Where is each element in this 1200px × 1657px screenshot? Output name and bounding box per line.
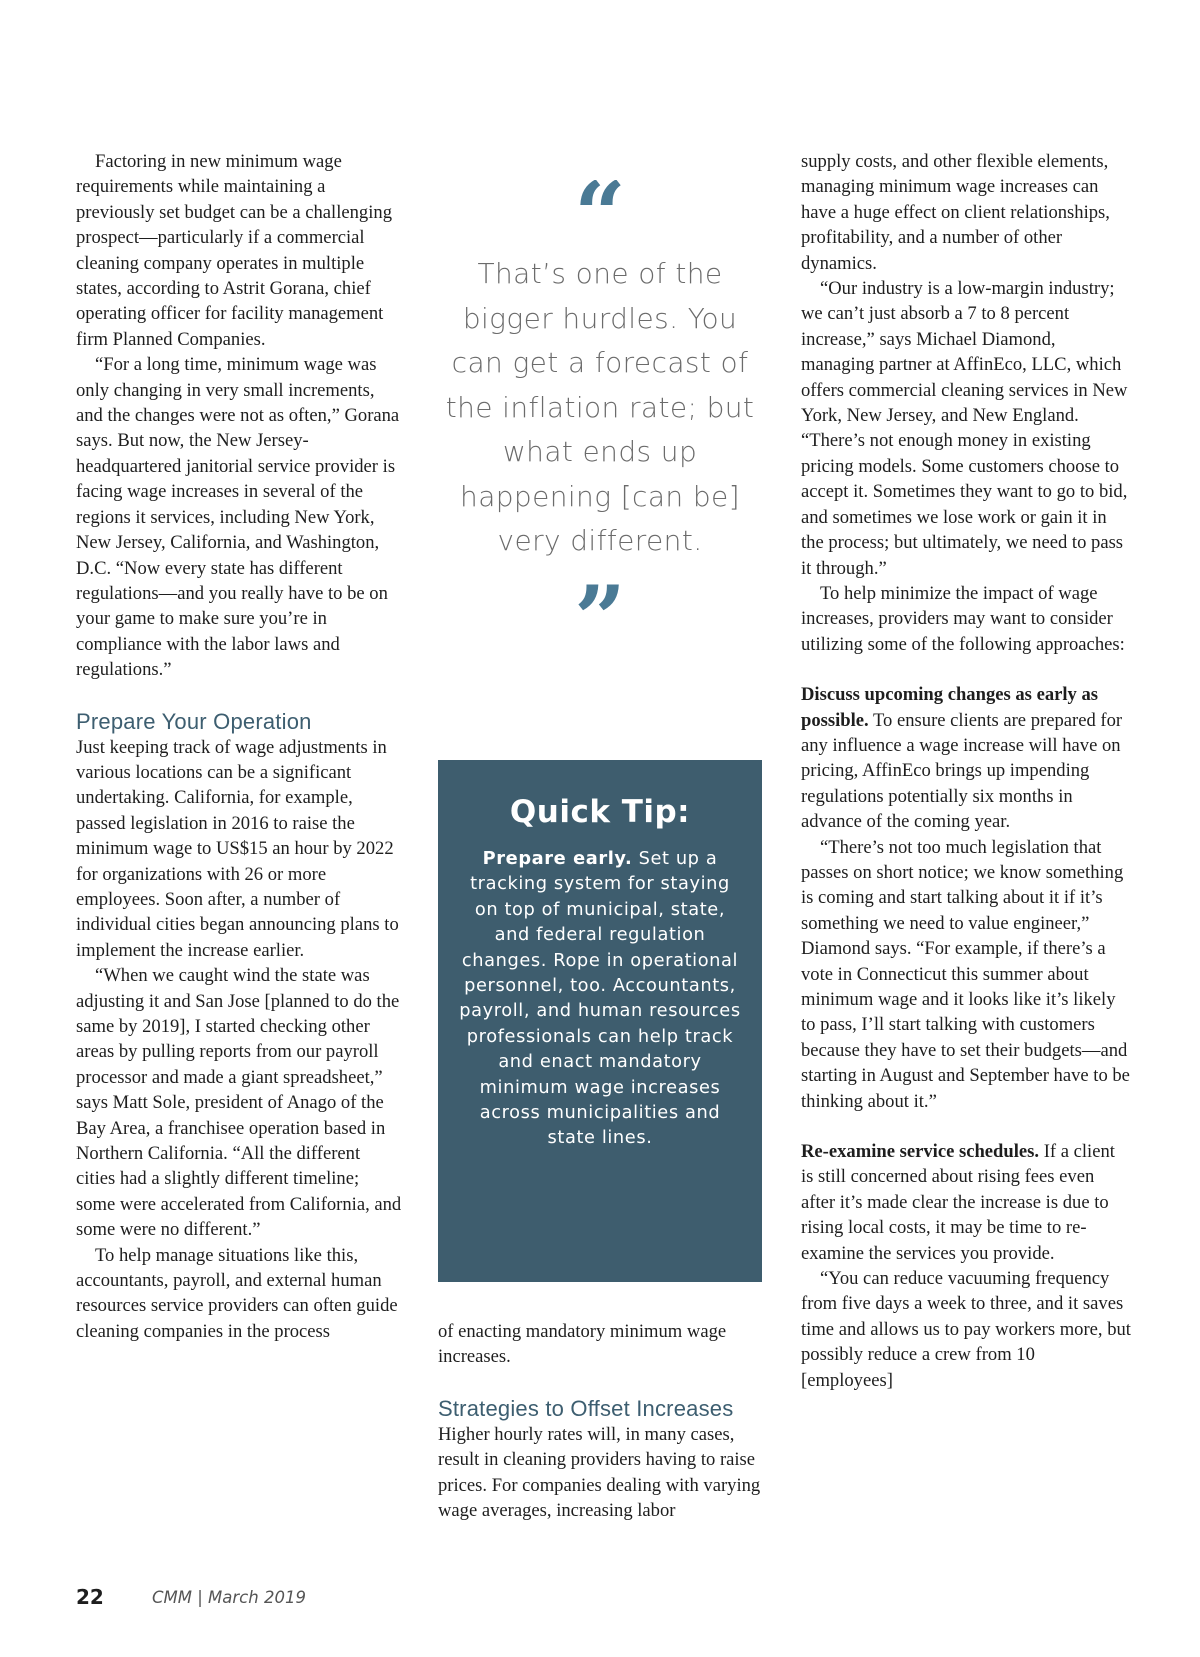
article-column-middle [438, 1319, 768, 1523]
pull-quote-text: That’s one of the bigger hurdles. You can get a forecast of the inflation rate; but what ends up happening [can be] very different. [445, 257, 755, 557]
approach-paragraph [801, 682, 1131, 834]
body-paragraph: of enacting mandatory minimum wage increases. [438, 1321, 727, 1368]
article-column-right [801, 149, 1131, 1393]
body-paragraph: “There’s not too much legislation that passes on short notice; we know something is coming and start talking about it if it’s something we need to value engineer,” Diamond says. “For example, if there’s a vote in Connecticut this summer about minimum wage and it looks like it’s likely to pass, I’ll start talking with customers because they have to set their budgets—and starting in August and September have to be thinking about it.” [801, 836, 1130, 1112]
publication-info: CMM | March 2019 [152, 1588, 306, 1607]
section-heading-strategies: Strategies to Offset Increases [438, 1395, 734, 1421]
quick-tip-text: Set up a tracking system for staying on top of municipal, state, and federal regulation changes. Rope in operational personnel, too. Accountants, payroll, and human resources professionals can help track and enact mandatory minimum wage increases across municipalities and state lines. [459, 848, 741, 1149]
body-paragraph: To help manage situations like this, accountants, payroll, and external human resources service providers can often guide cleaning companies in the process [76, 1244, 398, 1342]
quick-tip-box [438, 760, 762, 1282]
open-quote-icon: “ [574, 180, 626, 240]
body-paragraph: “You can reduce vacuuming frequency from five days a week to three, and it saves time and allows us to pay workers more, but possibly reduce a crew from 10 [employees] [801, 1268, 1131, 1391]
body-paragraph: “For a long time, minimum wage was only changing in very small increments, and the changes were not as often,” Gorana says. But now, the New Jersey-headquartered janitorial service provider is facing wage increases in several of the regions it services, including New York, New Jersey, California, and Washington, D.C. “Now every state has different regulations—and you really have to be on your game to make sure you’re in compliance with the labor laws and regulations.” [76, 354, 400, 681]
body-paragraph: Factoring in new minimum wage requirements while maintaining a previously set budget can be a challenging prospect—particularly if a commercial cleaning company operates in multiple states, according to Astrit Gorana, chief operating officer for facility management firm Planned Companies. [76, 151, 392, 350]
quick-tip-body [458, 846, 742, 1151]
approach-lead: Re-examine service schedules. [801, 1141, 1040, 1163]
pull-quote [438, 180, 762, 644]
body-paragraph: supply costs, and other flexible elements, managing minimum wage increases can have a huge effect on client relationships, profitability, and a number of other dynamics. [801, 151, 1110, 274]
body-paragraph: Higher hourly rates will, in many cases, result in cleaning providers having to raise prices. For companies dealing with varying wage averages, increasing labor [438, 1423, 761, 1522]
section-heading-prepare: Prepare Your Operation [76, 708, 312, 734]
body-paragraph: To help minimize the impact of wage increases, providers may want to consider utilizing some of the following approaches: [801, 582, 1125, 655]
approach-text: To ensure clients are prepared for any influence a wage increase will have on pricing, AffinEco brings up impending regulations potentially six months in advance of the coming year. [801, 709, 1123, 833]
quick-tip-lead: Prepare early. [482, 848, 633, 869]
approach-text: If a client is still concerned about rising fees even after it’s made clear the increase is due to rising local costs, it may be time to re-examine the services you provide. [801, 1141, 1115, 1264]
approach-paragraph [801, 1139, 1131, 1266]
body-paragraph: “When we caught wind the state was adjusting it and San Jose [planned to do the same by 2019], I started checking other areas by pulling reports from our payroll processor and made a giant spreadsheet,” says Matt Sole, president of Anago of the Bay Area, a franchisee operation based in Northern California. “All the different cities had a slightly different timeline; some were accelerated from California, and some were no different.” [76, 965, 402, 1241]
close-quote-icon: ” [574, 583, 626, 644]
page-number: 22 [76, 1585, 104, 1609]
body-paragraph: “Our industry is a low-margin industry; we can’t just absorb a 7 to 8 percent increase,” says Michael Diamond, managing partner at AffinEco, LLC, which offers commercial cleaning services in New York, New Jersey, and New England. “There’s not enough money in existing pricing models. Some customers choose to accept it. Sometimes they want to go to bid, and sometimes we lose work or gain it in the process; but ultimately, we need to pass it through.” [801, 278, 1128, 579]
quick-tip-title: Quick Tip: [509, 794, 691, 830]
approach-lead: Discuss upcoming changes as early as possible. [801, 684, 1099, 731]
body-paragraph: Just keeping track of wage adjustments in various locations can be a significant undertaking. California, for example, passed legislation in 2016 to raise the minimum wage to US$15 an hour by 2022 for organizations with 26 or more employees. Soon after, a number of individual cities began announcing plans to implement the increase earlier. [76, 736, 399, 961]
article-column-left [76, 149, 402, 1344]
